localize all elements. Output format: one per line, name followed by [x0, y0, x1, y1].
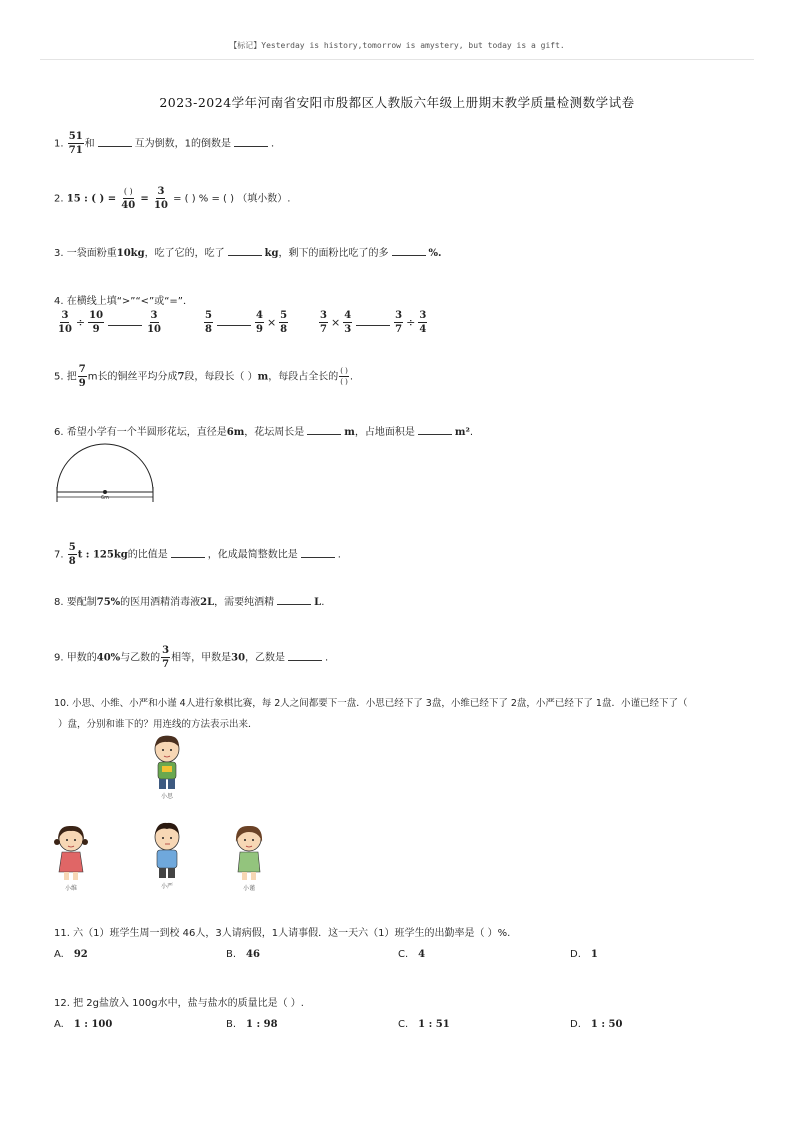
q6-blank-1[interactable] [307, 424, 341, 435]
child-xiaosi-label: 小思 [160, 793, 174, 800]
q4-blank-1[interactable] [108, 315, 142, 326]
question-2: 2. 15 : ( ) = $\frac{( )}{40}$ = $\frac{3}{10}$ = ( ) % = ( ) （填小数）. [54, 186, 291, 211]
child-xiaowei-label: 小维 [64, 885, 78, 892]
q4-expression-1: $\frac{3}{10}$ ÷ $\frac{10}{9}$ $\frac{3}{10}$ [58, 310, 161, 335]
q6-blank-2[interactable] [418, 424, 452, 435]
child-xiaoyan-figure [144, 820, 190, 892]
q1-number: 1. [54, 138, 64, 150]
q7-blank-2[interactable] [301, 547, 335, 558]
question-12: 12. 把 2g盐放入 100g水中，盐与盐水的质量比是（ ）. [54, 998, 304, 1009]
q2-fraction-1: $\frac{( )}{40}$ [121, 187, 136, 211]
question-10-line2: ）盘，分别和谁下的？用连线的方法表示出来． [58, 719, 258, 730]
question-7: 7. $\frac{5}{8}$ t : 125kg的比值是 ，化成最简整数比是 . [54, 542, 341, 567]
q2-fraction-2: $\frac{3}{10}$ [153, 186, 168, 211]
q7-blank-1[interactable] [171, 547, 205, 558]
question-6: 6. 希望小学有一个半圆形花坛，直径是6m，花坛周长是 m，占地面积是 m². [54, 424, 473, 440]
question-9: 9. 甲数的40%与乙数的 $\frac{3}{7}$ 相等，甲数是30，乙数是 . [54, 645, 329, 670]
q11-option-b[interactable]: B. 46 [226, 949, 260, 960]
semicircle-figure [54, 440, 158, 506]
question-8: 8. 要配制75%的医用酒精消毒液2L，需要纯酒精 L. [54, 594, 324, 610]
q11-option-c[interactable]: C. 4 [398, 949, 426, 960]
q12-option-c[interactable]: C. 1 : 51 [398, 1019, 450, 1030]
q3-blank-2[interactable] [392, 245, 426, 256]
child-xiaoyan-label: 小严 [160, 883, 174, 890]
header-divider [40, 59, 754, 60]
header-note: 【标记】Yesterday is history,tomorrow is amystery, but today is a gift. [229, 41, 565, 50]
child-xiaosi-figure [144, 733, 190, 803]
q1-blank-1[interactable] [98, 136, 132, 147]
question-3: 3. 一袋面粉重10kg，吃了它的，吃了 kg，剩下的面粉比吃了的多 %. [54, 245, 441, 261]
q4-blank-3[interactable] [356, 315, 390, 326]
q9-blank[interactable] [288, 650, 322, 661]
q12-option-a[interactable]: A. 1 : 100 [54, 1019, 113, 1030]
q12-option-d[interactable]: D. 1 : 50 [570, 1019, 623, 1030]
q1-fraction: $\frac{51}{71}$ [68, 131, 83, 156]
child-xiaojin-figure [226, 822, 272, 894]
q3-blank-1[interactable] [228, 245, 262, 256]
q4-expression-3: $\frac{3}{7}$ × $\frac{4}{3}$ $\frac{3}{7}$ ÷ $\frac{3}{4}$ [320, 310, 427, 335]
q1-blank-2[interactable] [234, 136, 268, 147]
question-1: 1. $\frac{51}{71}$ 和 互为倒数，1的倒数是 ． [54, 131, 282, 156]
page-title: 2023-2024学年河南省安阳市殷都区人教版六年级上册期末教学质量检测数学试卷 [159, 95, 635, 110]
q12-option-b[interactable]: B. 1 : 98 [226, 1019, 278, 1030]
child-xiaowei-figure [48, 822, 94, 892]
q11-option-d[interactable]: D. 1 [570, 949, 598, 960]
q11-option-a[interactable]: A. 92 [54, 949, 88, 960]
question-10: 10. 小思、小维、小严和小谨 4人进行象棋比赛，每 2人之间都要下一盘．小思已经下了 3盘，小维已经下了 2盘，小严已经下了 1盘．小谨已经下了（ [54, 698, 688, 709]
question-11: 11. 六（1）班学生周一到校 46人，3人请病假，1人请事假．这一天六（1）班学生的出勤率是（ ）%. [54, 928, 511, 939]
q4-blank-2[interactable] [217, 315, 251, 326]
question-5: 5. 把 $\frac{7}{9}$ m长的铜丝平均分成7段，每段长（ ）m，每段占全长的 $\frac{( )}{( )}$ . [54, 364, 354, 389]
q4-expression-2: $\frac{5}{8}$ $\frac{4}{9}$ × $\frac{5}{8}$ [205, 310, 288, 335]
child-xiaojin-label: 小谨 [242, 885, 256, 892]
semicircle-diameter-label: 6m [100, 495, 110, 501]
question-4: 4. 在横线上填“>”“<”或“=”． [54, 296, 193, 307]
q8-blank[interactable] [277, 594, 311, 605]
